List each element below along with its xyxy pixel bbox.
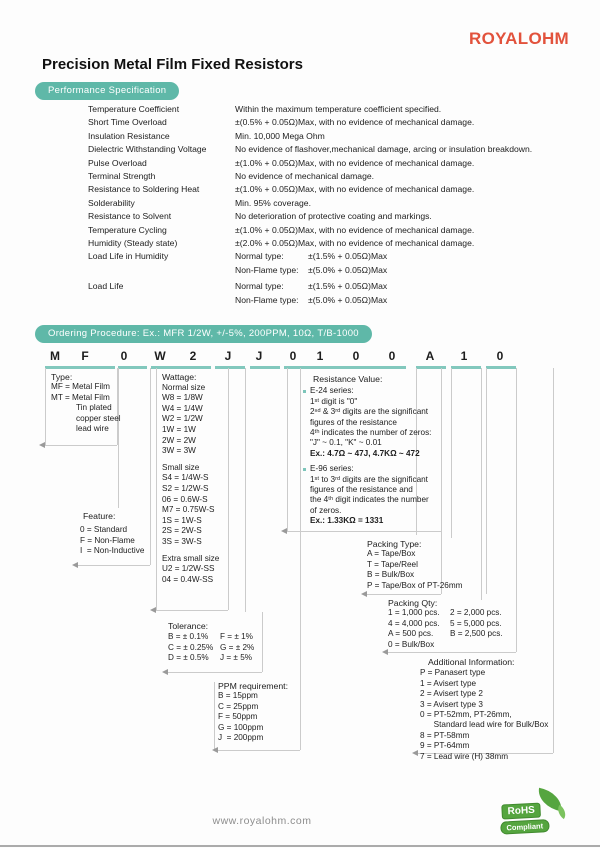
text-line: 1 = 1,000 pcs.: [388, 608, 440, 618]
spec-subtype: Non-Flame type:: [235, 294, 299, 305]
text-line: 3W = 3W: [162, 446, 196, 456]
ordering-code-char: M: [50, 349, 60, 363]
text-line: 3S = 3W-S: [162, 536, 202, 546]
text-line: W2 = 1/2W: [162, 414, 203, 424]
pointer-arrow-icon: [162, 669, 168, 675]
text-line: 1S = 1W-S: [162, 515, 202, 525]
text-line: 2ⁿᵈ & 3ʳᵈ digits are the significant: [310, 407, 429, 417]
box-title: Packing Type:: [367, 539, 422, 549]
connector-line: [451, 368, 452, 538]
spec-row: [88, 224, 588, 237]
code-underline-segment: [486, 366, 516, 369]
packing-qty-legend-box: [388, 598, 514, 650]
box-bottom-rule: [287, 531, 441, 532]
text-line: 8 = PT-58mm: [420, 730, 470, 740]
code-underline-segment: [215, 366, 245, 369]
connector-line: [45, 368, 46, 445]
example-line: Ex.: 1.33KΩ = 1331: [310, 516, 384, 526]
text-line: B = 15ppm: [218, 691, 258, 701]
spec-value: [235, 157, 474, 170]
spec-value-line: ±(1.0% + 0.05Ω)Max, with no evidence of mechanical damage.: [235, 224, 475, 235]
text-line: 2S = 2W-S: [162, 526, 202, 536]
text-line: 7 = Lead wire (H) 38mm: [420, 751, 509, 761]
text-line: 0 = Standard: [80, 525, 128, 535]
text-line: 06 = 0.6W-S: [162, 494, 208, 504]
text-line: 0 = Bulk/Box: [388, 639, 435, 649]
spec-row: [88, 210, 588, 223]
text-line: 2W = 2W: [162, 435, 196, 445]
box-bottom-rule: [78, 565, 150, 566]
text-line: 04 = 0.4W-SS: [162, 574, 214, 584]
packing-qty-row: [388, 640, 514, 650]
text-line: B = 2,500 pcs.: [450, 629, 503, 639]
series-name: E-24 series:: [310, 386, 354, 396]
box-bottom-rule: [168, 672, 262, 673]
spec-label: Load Life: [88, 281, 124, 292]
text-line: figures of the resistance: [310, 417, 397, 427]
box-bottom-rule: [156, 610, 228, 611]
spec-value-line: ±(1.0% + 0.05Ω)Max, with no evidence of mechanical damage.: [235, 184, 475, 195]
feature-legend-box: [80, 511, 150, 557]
connector-line: [481, 368, 482, 600]
code-underline-segment: [250, 366, 280, 369]
text-line: T = Tape/Reel: [367, 559, 418, 569]
packing-qty-row: [388, 629, 514, 639]
performance-spec-table: [88, 103, 588, 307]
text-line: F = Non-Flame: [80, 535, 135, 545]
page-title: Precision Metal Film Fixed Resistors: [42, 56, 303, 73]
ordering-code-char: 1: [316, 349, 324, 363]
spec-label: Insulation Resistance: [88, 130, 170, 141]
spec-label: Temperature Cycling: [88, 224, 167, 235]
ordering-code-char: 1: [460, 349, 468, 363]
spec-row: [88, 250, 588, 277]
pointer-arrow-icon: [212, 747, 218, 753]
spec-subtype: Normal type:: [235, 281, 284, 292]
spec-row: [88, 237, 588, 250]
text-line: F = ± 1%: [220, 632, 253, 642]
spec-value-line: ±(1.0% + 0.05Ω)Max, with no evidence of mechanical damage.: [235, 157, 475, 168]
box-title: Packing Qty:: [388, 598, 438, 608]
spec-label: Load Life in Humidity: [88, 251, 169, 262]
text-line: S2 = 1/2W-S: [162, 483, 209, 493]
text-line: B = Bulk/Box: [367, 570, 415, 580]
text-line: 2 = Avisert type 2: [420, 689, 483, 699]
text-line: F = 50ppm: [218, 712, 258, 722]
spec-label: Temperature Coefficient: [88, 104, 180, 114]
spec-subtype: Non-Flame type:: [235, 264, 299, 275]
group-name: Extra small size: [162, 553, 220, 563]
text-line: Standard lead wire for Bulk/Box: [420, 720, 549, 730]
spec-value: [235, 250, 387, 277]
bullet-icon: [303, 468, 306, 471]
text-line: G = ± 2%: [220, 642, 255, 652]
spec-subvalue: ±(1.5% + 0.05Ω)Max: [308, 251, 388, 262]
spec-label: Short Time Overload: [88, 117, 167, 128]
box-title: Resistance Value:: [313, 374, 383, 384]
text-line: M7 = 0.75W-S: [162, 505, 215, 515]
text-line: "J" ~ 0.1, "K" ~ 0.01: [310, 438, 382, 448]
bullet-row: [303, 464, 444, 474]
box-title: Tolerance:: [168, 621, 209, 631]
text-line: 1ˢᵗ to 3ʳᵈ digits are the significant: [310, 474, 428, 484]
spec-value: [235, 183, 474, 196]
ordering-code-char: 0: [120, 349, 128, 363]
spec-label: Resistance to Solvent: [88, 211, 172, 222]
spec-subtype: Normal type:: [235, 251, 284, 262]
spec-row: [88, 183, 588, 196]
spec-label: Resistance to Soldering Heat: [88, 184, 200, 195]
spec-subvalue: ±(1.5% + 0.05Ω)Max: [308, 281, 388, 292]
text-line: MT = Metal Film: [51, 392, 110, 402]
text-line: A = Tape/Box: [367, 549, 416, 559]
group-name: Small size: [162, 462, 200, 472]
connector-line: [287, 368, 288, 531]
text-line: J = ± 5%: [220, 653, 253, 663]
pointer-arrow-icon: [150, 607, 156, 613]
brand-logo: ROYALOHM: [469, 29, 570, 48]
spec-value: [235, 130, 325, 143]
connector-line: [262, 612, 263, 672]
box-title: PPM requirement:: [218, 681, 289, 691]
spec-row: [88, 116, 588, 129]
text-line: P = Panasert type: [420, 668, 486, 678]
text-line: the 4ᵗʰ digit indicates the number: [310, 495, 429, 505]
additional-info-legend-box: [420, 657, 553, 762]
packing-qty-row: [388, 619, 514, 629]
spec-value-line: [235, 264, 387, 277]
connector-line: [245, 368, 246, 612]
connector-line: [486, 368, 487, 594]
spec-row: [88, 280, 588, 307]
ordering-code-char: 2: [189, 349, 197, 363]
text-line: G = 100ppm: [218, 722, 264, 732]
pointer-arrow-icon: [281, 528, 287, 534]
spec-value: [235, 197, 311, 210]
spec-label: Dielectric Withstanding Voltage: [88, 144, 207, 155]
spec-row: [88, 130, 588, 143]
text-line: 4ᵗʰ indicates the number of zeros:: [310, 428, 432, 438]
packing-qty-row: [388, 608, 514, 618]
text-line: 5 = 5,000 pcs.: [450, 618, 502, 628]
text-line: MF = Metal Film: [51, 382, 110, 392]
spec-value-line: No evidence of mechanical damage.: [235, 171, 375, 182]
series-name: E-96 series:: [310, 464, 354, 474]
spec-label: Solderability: [88, 197, 135, 208]
connector-line: [118, 368, 119, 508]
box-title: Feature:: [83, 511, 116, 521]
ordering-section-heading: Ordering Procedure: Ex.: MFR 1/2W, +/-5%, 200PPM, 10Ω, T/B-1000: [35, 325, 372, 343]
spec-value-line: ±(2.0% + 0.05Ω)Max, with no evidence of mechanical damage.: [235, 238, 475, 249]
text-line: 2 = 2,000 pcs.: [450, 608, 502, 618]
text-line: 4 = 4,000 pcs.: [388, 618, 440, 628]
code-underline-segment: [151, 366, 211, 369]
text-line: figures of the resistance and: [310, 485, 413, 495]
pointer-arrow-icon: [361, 591, 367, 597]
spec-value-line: [235, 280, 387, 293]
spec-value: [235, 224, 474, 237]
text-line: C = ± 0.25%: [168, 642, 214, 652]
spec-value-line: [235, 294, 387, 307]
ordering-code-char: 0: [496, 349, 504, 363]
text-line: I = Non-Inductive: [80, 546, 145, 556]
spec-label: Terminal Strength: [88, 171, 156, 182]
text-line: 1W = 1W: [162, 424, 196, 434]
box-bottom-rule: [367, 594, 441, 595]
connector-line: [214, 682, 215, 750]
ppm-legend-box: [218, 681, 300, 743]
tolerance-row: [168, 653, 262, 663]
text-line: B = ± 0.1%: [168, 632, 209, 642]
tolerance-row: [168, 632, 262, 642]
spec-value: [235, 103, 441, 116]
ordering-code-char: 0: [289, 349, 297, 363]
wattage-legend-box: [162, 372, 228, 585]
pointer-arrow-icon: [39, 442, 45, 448]
rohs-compliant-label: Compliant: [500, 819, 549, 835]
text-line: 1ˢᵗ digit is "0": [310, 396, 358, 406]
spec-label: Humidity (Steady state): [88, 238, 178, 249]
spec-row: [88, 197, 588, 210]
text-line: 3 = Avisert type 3: [420, 699, 483, 709]
text-line: 1 = Avisert type: [420, 678, 477, 688]
text-line: W4 = 1/4W: [162, 403, 203, 413]
type-legend-box: [51, 372, 121, 434]
box-bottom-rule: [388, 652, 516, 653]
ordering-code-char: W: [154, 349, 166, 363]
spec-label: Pulse Overload: [88, 157, 147, 168]
text-line: D = ± 0.5%: [168, 653, 209, 663]
rohs-label: RoHS: [501, 803, 541, 820]
text-line: J = 200ppm: [218, 733, 264, 743]
text-line: W8 = 1/8W: [162, 393, 203, 403]
pointer-arrow-icon: [412, 750, 418, 756]
spec-value-line: No deterioration of protective coating and markings.: [235, 211, 432, 222]
ordering-code-char: J: [224, 349, 232, 363]
example-line: Ex.: 4.7Ω ~ 47J, 4.7KΩ ~ 472: [310, 448, 420, 458]
spec-value: [235, 237, 474, 250]
spec-subvalue: ±(5.0% + 0.05Ω)Max: [308, 294, 388, 305]
website-url: www.royalohm.com: [212, 815, 312, 827]
box-title: Type:: [51, 372, 73, 382]
ordering-code-char: A: [425, 349, 435, 363]
spec-value-line: Min. 10,000 Mega Ohm: [235, 130, 325, 141]
spec-value: [235, 170, 374, 183]
spec-row: [88, 103, 588, 116]
text-line: Tin plated: [76, 403, 112, 413]
spec-value-line: Min. 95% coverage.: [235, 197, 311, 208]
text-line: 0 = PT-52mm, PT-26mm,: [420, 710, 512, 720]
text-line: A = 500 pcs.: [388, 629, 434, 639]
connector-line: [553, 368, 554, 753]
code-underline-segment: [118, 366, 147, 369]
pointer-arrow-icon: [72, 562, 78, 568]
text-line: of zeros.: [310, 505, 342, 515]
code-underline-segment: [45, 366, 115, 369]
connector-line: [516, 368, 517, 652]
connector-line: [156, 368, 157, 610]
spec-row: [88, 143, 588, 156]
connector-line: [150, 368, 151, 565]
spec-subvalue: ±(5.0% + 0.05Ω)Max: [308, 264, 388, 275]
bullet-row: [303, 386, 444, 396]
connector-line: [228, 368, 229, 610]
ordering-code-char: 0: [352, 349, 360, 363]
text-line: lead wire: [76, 424, 109, 434]
text-line: U2 = 1/2W-SS: [162, 564, 215, 574]
text-line: P = Tape/Box of PT-26mm: [367, 580, 463, 590]
spec-row: [88, 157, 588, 170]
tolerance-legend-box: [168, 621, 262, 664]
group-name: Normal size: [162, 382, 206, 392]
text-line: copper steel: [76, 413, 121, 423]
spec-value: [235, 280, 387, 307]
spec-value-line: Within the maximum temperature coefficient specified.: [235, 104, 442, 114]
rohs-compliant-logo: [499, 795, 565, 840]
code-underline-segment: [284, 366, 406, 369]
tolerance-row: [168, 643, 262, 653]
spec-row: [88, 170, 588, 183]
text-line: 9 = PT-64mm: [420, 741, 470, 751]
box-bottom-rule: [218, 750, 300, 751]
spec-value: [235, 143, 532, 156]
box-title: Wattage:: [162, 372, 197, 382]
performance-section-heading: Performance Specification: [35, 82, 179, 100]
packing-type-legend-box: [367, 539, 467, 591]
box-title: Additional Information:: [428, 657, 515, 667]
spec-value: [235, 210, 432, 223]
resistance-legend-box: [292, 374, 444, 527]
ordering-code-char: 0: [388, 349, 396, 363]
ordering-code-char: J: [255, 349, 263, 363]
text-line: C = 25ppm: [218, 701, 259, 711]
code-underline-segment: [451, 366, 481, 369]
ordering-code-char: F: [81, 349, 89, 363]
spec-value-line: [235, 250, 387, 263]
bullet-icon: [303, 390, 306, 393]
page-bottom-rule: [0, 845, 600, 847]
spec-value-line: ±(0.5% + 0.05Ω)Max, with no evidence of mechanical damage.: [235, 117, 475, 128]
spec-value: [235, 116, 474, 129]
spec-value-line: No evidence of flashover,mechanical damage, arcing or insulation breakdown.: [235, 144, 533, 155]
text-line: S4 = 1/4W-S: [162, 473, 209, 483]
box-bottom-rule: [45, 445, 117, 446]
